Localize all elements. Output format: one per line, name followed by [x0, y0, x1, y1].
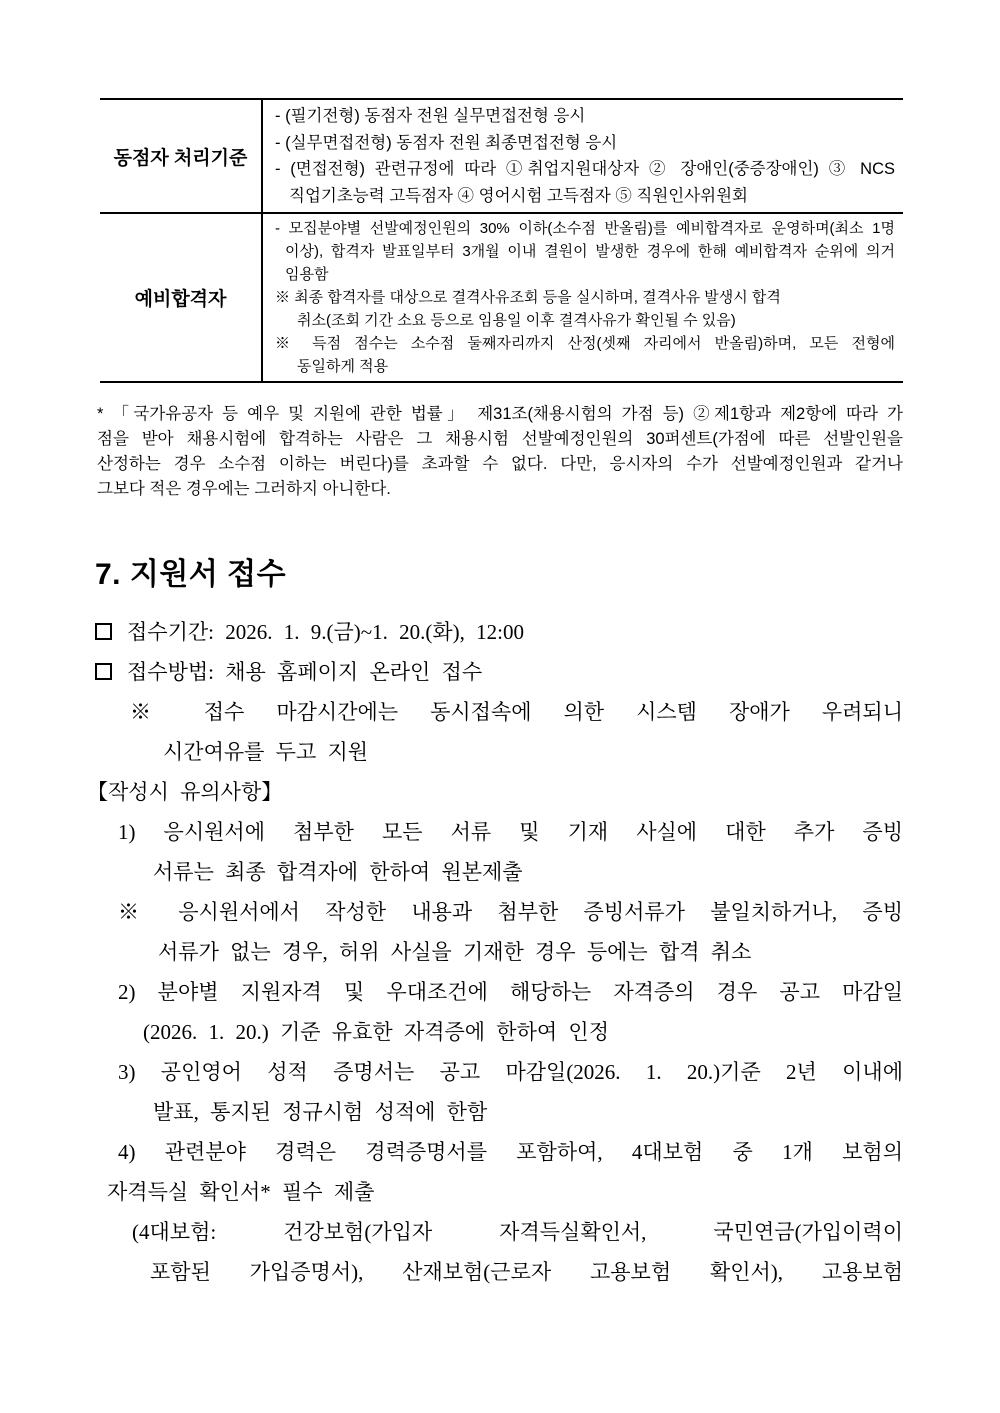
note1-line: 서류는 최종 합격자에 한하여 원본제출	[153, 860, 523, 884]
reception-period-line	[95, 612, 903, 652]
footnote-line: 산정하는 경우 소수점 이하는 버린다)를 초과할 수 없다. 다만, 응시자의 수가 선발예정인원과 같거나	[97, 455, 903, 473]
note4-line: 4) 관련분야 경력은 경력증명서를 포함하여, 4대보험 중 1개 보험의	[118, 1140, 903, 1164]
note1-sub-line: 서류가 없는 경우, 허위 사실을 기재한 경우 등에는 합격 취소	[158, 940, 752, 964]
row-content-tiebreaker	[263, 100, 903, 212]
reception-method-text: 접수방법: 채용 홈페이지 온라인 접수	[127, 660, 483, 684]
note3-line: 발표, 통지된 정규시험 성적에 한함	[153, 1100, 488, 1124]
note3-line: 3) 공인영어 성적 증명서는 공고 마감일(2026. 1. 20.)기준 2년 이내에	[118, 1060, 903, 1084]
row-header-tiebreaker: 동점자 처리기준	[100, 100, 263, 212]
checkbox-icon	[95, 663, 112, 680]
note2-line: (2026. 1. 20.) 기준 유효한 자격증에 한하여 인정	[143, 1020, 609, 1044]
section-heading: 7. 지원서 접수	[95, 558, 287, 591]
table-text-line: 이상), 합격자 발표일부터 3개월 이내 결원이 발생한 경우에 한해 예비합격자 순위에 의거	[285, 243, 895, 260]
table-text-line: 동일하게 적용	[297, 358, 389, 375]
footnote-line: 점을 받아 채용시험에 합격하는 사람은 그 채용시험 선발예정인원의 30퍼센트(가점에 따른 선발인원을	[97, 430, 903, 448]
deadline-note-line: ※ 접수 마감시간에는 동시접속에 의한 시스템 장애가 우려되니	[130, 700, 903, 724]
table-text-line: ※ 최종 합격자를 대상으로 결격사유조회 등을 실시하며, 결격사유 발생시 합격	[275, 289, 781, 306]
row-content-reserve	[263, 214, 903, 381]
note2-line: 2) 분야별 지원자격 및 우대조건에 해당하는 자격증의 경우 공고 마감일	[118, 980, 903, 1004]
table-text-line: - (실무면접전형) 동점자 전원 최종면접전형 응시	[275, 133, 618, 152]
criteria-table	[100, 98, 903, 383]
table-text-line: 직업기초능력 고득점자 ④ 영어시험 고득점자 ⑤ 직원인사위원회	[289, 186, 748, 205]
deadline-note-line: 시간여유를 두고 지원	[163, 740, 369, 764]
table-text-line: ※ 득점 점수는 소수점 둘째자리까지 산정(셋째 자리에서 반올림)하며, 모든 전형에	[275, 335, 895, 352]
note4-line: 자격득실 확인서* 필수 제출	[107, 1180, 375, 1204]
table-text-line: 임용함	[285, 266, 329, 283]
row-header-reserve: 예비합격자	[100, 214, 263, 381]
table-row-tiebreaker	[100, 100, 903, 214]
application-section	[87, 556, 903, 1292]
notes-title: 【작성시 유의사항】	[87, 780, 283, 804]
reception-method-line	[95, 652, 903, 692]
table-text-line: - (필기전형) 동점자 전원 실무면접전형 응시	[275, 107, 586, 125]
note4-detail-line: (4대보험: 건강보험(가입자 자격득실확인서, 국민연금(가입이력이	[132, 1220, 903, 1244]
note4-detail-line: 포함된 가입증명서), 산재보험(근로자 고용보험 확인서), 고용보험	[150, 1260, 903, 1284]
footnote-line: * 「국가유공자 등 예우 및 지원에 관한 법률」 제31조(채용시험의 가점 등) ②제1항과 제2항에 따라 가	[97, 405, 903, 423]
table-row-reserve	[100, 214, 903, 381]
table-text-line: - (면접전형) 관련규정에 따라 ①취업지원대상자 ② 장애인(중증장애인) ③ NCS	[275, 160, 895, 178]
footnote-line: 그보다 적은 경우에는 그러하지 아니한다.	[97, 480, 391, 498]
note1-line: 1) 응시원서에 첨부한 모든 서류 및 기재 사실에 대한 추가 증빙	[118, 820, 903, 844]
note1-sub-line: ※ 응시원서에서 작성한 내용과 첨부한 증빙서류가 불일치하거나, 증빙	[118, 900, 903, 924]
table-text-line: 취소(조회 기간 소요 등으로 임용일 이후 결격사유가 확인될 수 있음)	[297, 312, 736, 329]
reception-period-text: 접수기간: 2026. 1. 9.(금)~1. 20.(화), 12:00	[127, 620, 524, 644]
table-text-line: - 모집분야별 선발예정인원의 30% 이하(소수점 반올림)를 예비합격자로 운영하며(최소 1명	[275, 220, 895, 237]
checkbox-icon	[95, 623, 112, 640]
legal-footnote	[97, 402, 903, 502]
